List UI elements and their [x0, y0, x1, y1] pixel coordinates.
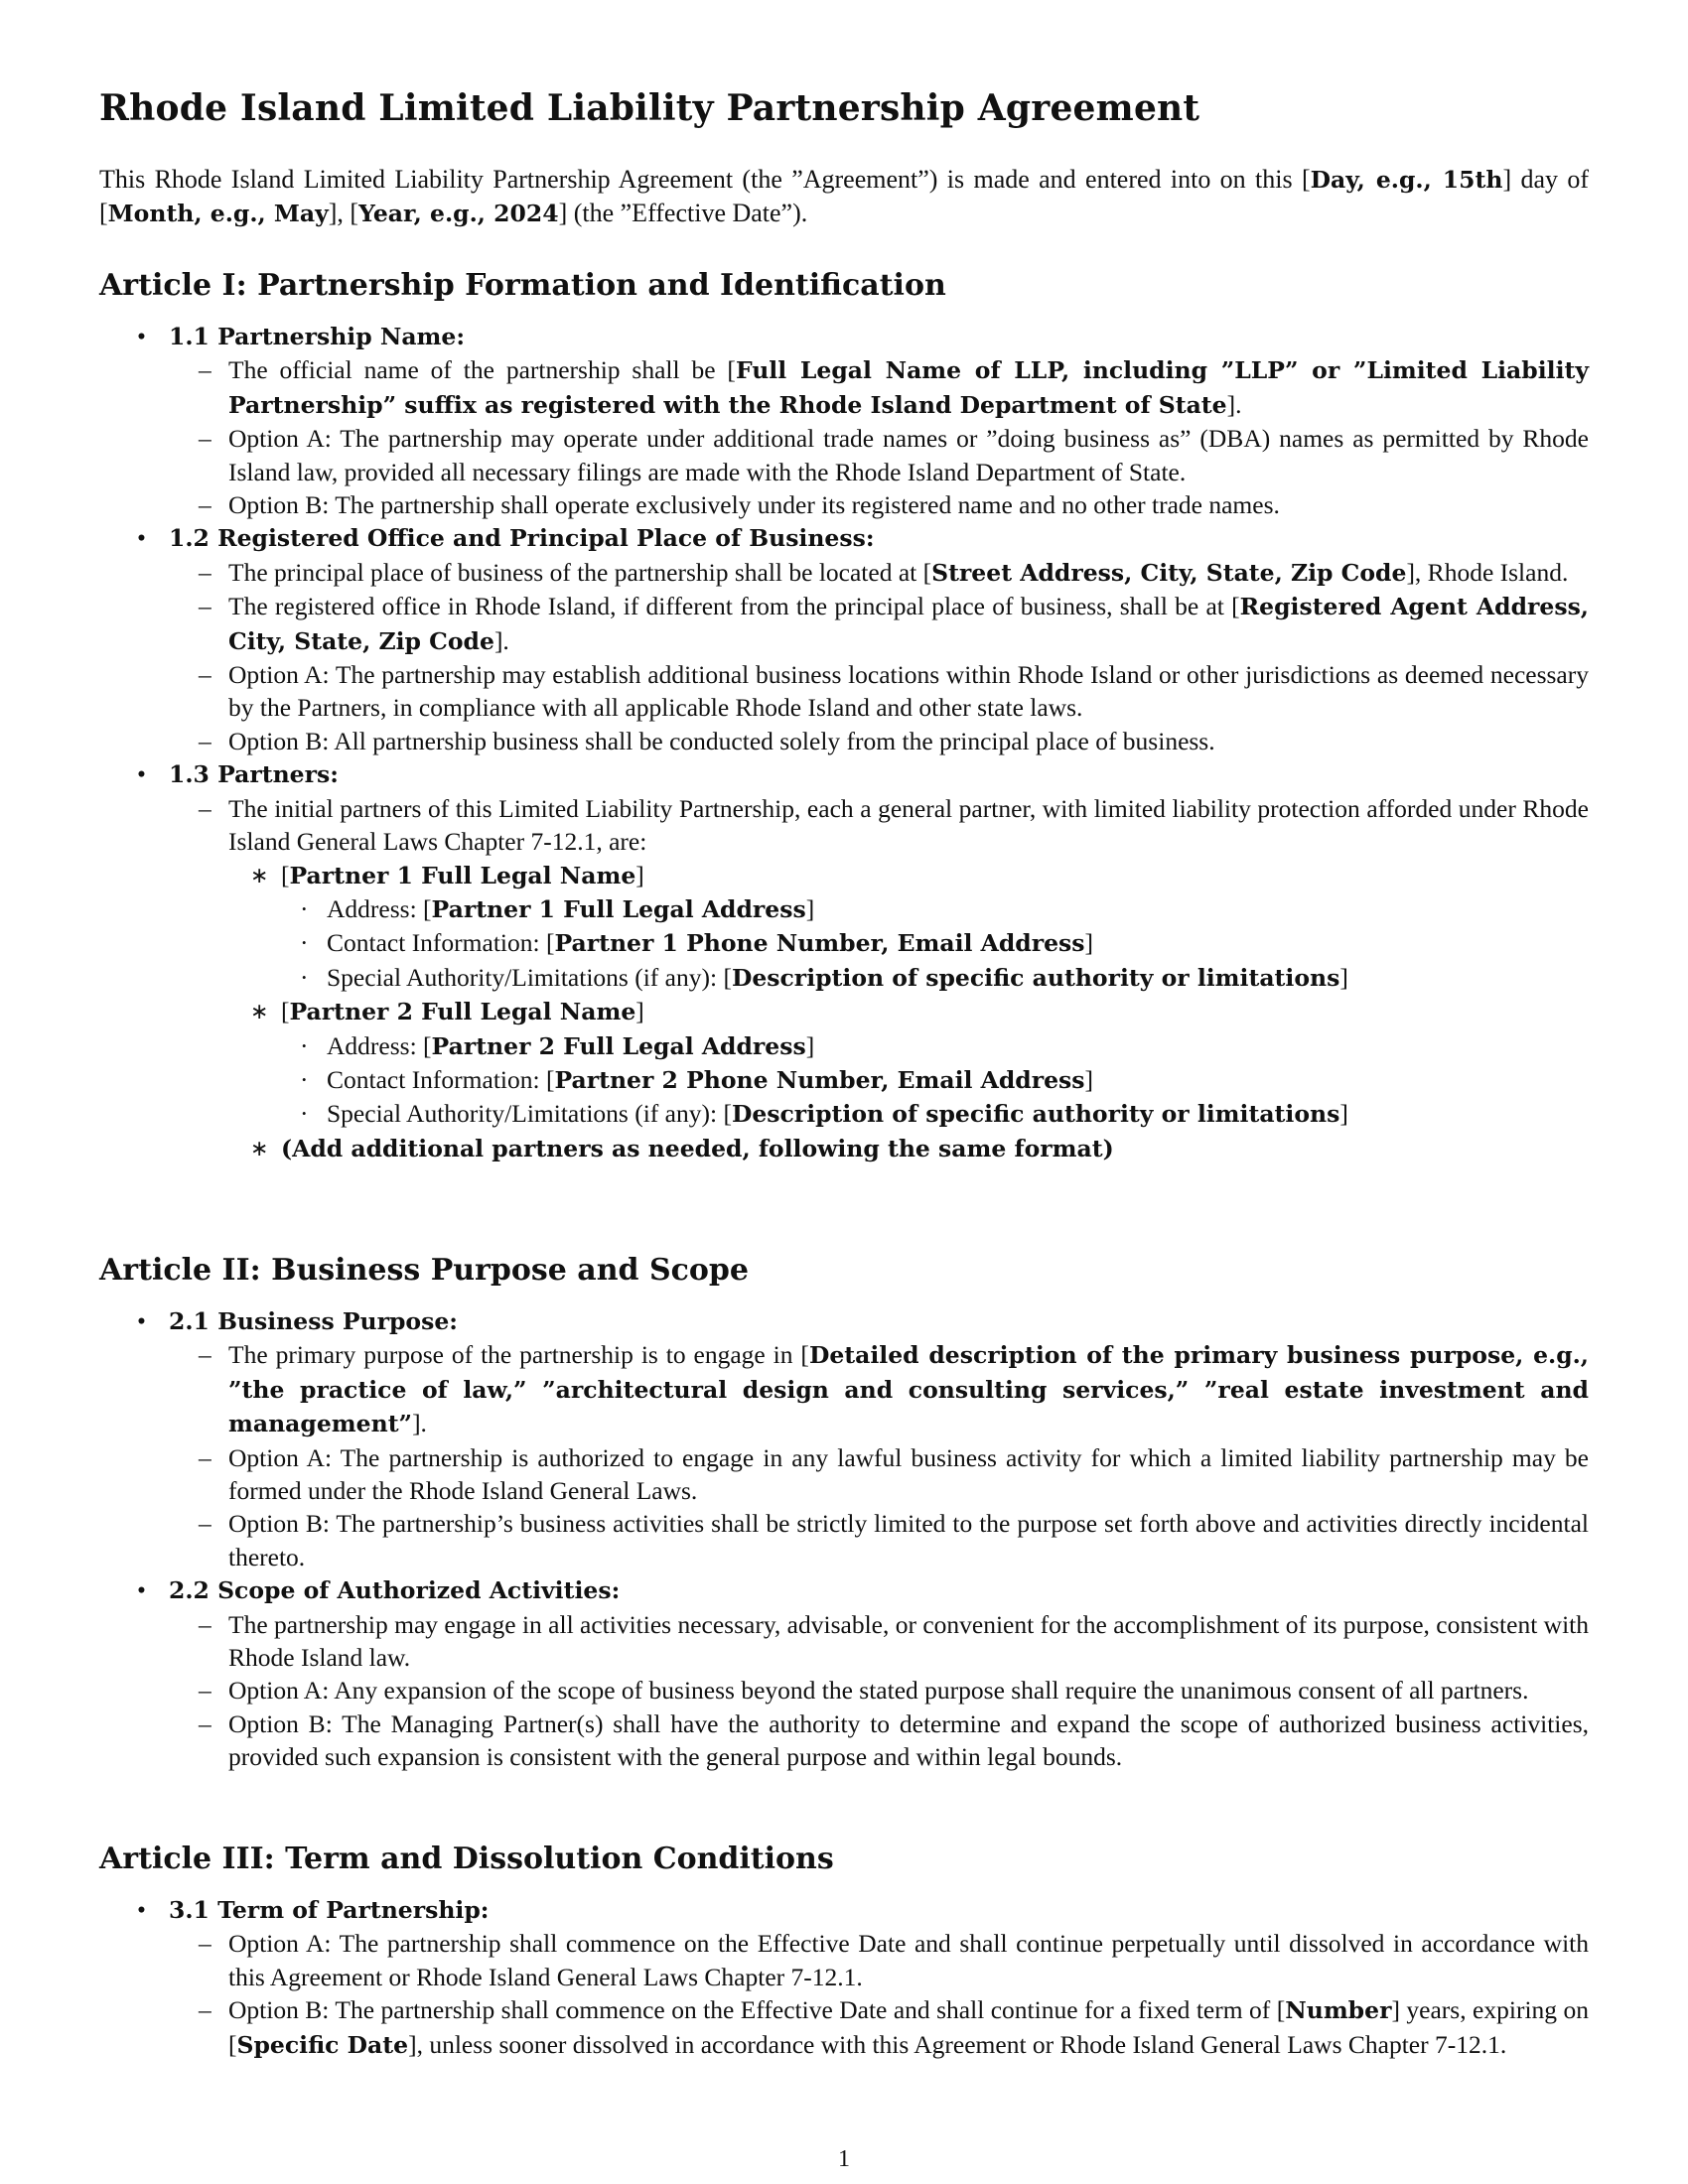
- article-3-body: [99, 1893, 1589, 2062]
- list-item: – Option A: The partnership may establish additional business locations within Rhode Island or other jurisdictions as deemed necessary by the Partners, in compliance with all applicable Rhode Island and other state laws.: [199, 660, 1589, 723]
- partner-2-contact: · Contact Information: [Partner 2 Phone Number, Email Address]: [300, 1064, 1094, 1094]
- article-1-body: [99, 320, 1589, 1165]
- intro-text: ], [: [328, 199, 359, 227]
- placeholder-month: Month, e.g., May: [107, 200, 329, 227]
- intro-text: ] day of [: [99, 165, 1589, 227]
- list-item: – Option A: The partnership shall commence on the Effective Date and shall continue perpetually until dissolved in accordance with this Agreement or Rhode Island General Laws Chapter 7-12.1.: [199, 1929, 1589, 1991]
- list-item: – Option A: Any expansion of the scope of business beyond the stated purpose shall require the unanimous consent of all partners.: [199, 1676, 1529, 1706]
- add-partners-note: ∗ (Add additional partners as needed, following the same format): [250, 1134, 1114, 1162]
- article-1-heading: Article I: Partnership Formation and Identification: [99, 268, 946, 303]
- partner-1-contact: · Contact Information: [Partner 1 Phone Number, Email Address]: [300, 928, 1094, 958]
- list-item: – The registered office in Rhode Island, if different from the principal place of business, shall be at [Registered Agent Address, City, State, Zip Code].: [199, 592, 1589, 655]
- list-item: – The primary purpose of the partnership is to engage in [Detailed description of the primary business purpose, e.g., ”the practice of law,” ”architectural design and consulting services,” ”real estate investment and management”].: [199, 1340, 1589, 1438]
- intro-text: ] (the ”Effective Date”).: [558, 199, 808, 227]
- section-1-1: • 1.1 Partnership Name:: [137, 322, 466, 350]
- page-number: 1: [838, 2146, 850, 2172]
- partner-2-entry: ∗ [Partner 2 Full Legal Name]: [250, 997, 644, 1026]
- list-item: – Option B: The partnership shall commence on the Effective Date and shall continue for a fixed term of [Number] years, expiring on [Specific Date], unless sooner dissolved in accordance with this Agreement or Rhode Island General Laws Chapter 7-12.1.: [199, 1995, 1589, 2059]
- list-item: – Option B: The partnership shall operate exclusively under its registered name and no other trade names.: [199, 490, 1280, 520]
- partner-1-entry: ∗ [Partner 1 Full Legal Name]: [250, 860, 644, 889]
- list-item: – Option A: The partnership may operate under additional trade names or ”doing business as” (DBA) names as permitted by Rhode Island law, provided all necessary filings are made with the Rhode Island Department of State.: [199, 424, 1589, 486]
- list-item: – The official name of the partnership shall be [Full Legal Name of LLP, including ”LLP” or ”Limited Liability Partnership” suffix as registered with the Rhode Island Department of State].: [199, 355, 1590, 419]
- article-2-heading: Article II: Business Purpose and Scope: [99, 1253, 749, 1288]
- section-2-2: • 2.2 Scope of Authorized Activities:: [137, 1575, 621, 1605]
- list-item: – Option B: The Managing Partner(s) shall have the authority to determine and expand the scope of authorized business activities, provided such expansion is consistent with the general purpose and within legal bounds.: [199, 1708, 1589, 1772]
- section-1-3: • 1.3 Partners:: [137, 759, 339, 789]
- list-item: – The initial partners of this Limited Liability Partnership, each a general partner, with limited liability protection afforded under Rhode Island General Laws Chapter 7-12.1, are:: [199, 793, 1589, 857]
- list-item: – Option B: The partnership’s business activities shall be strictly limited to the purpose set forth above and activities directly incidental thereto.: [199, 1509, 1589, 1571]
- list-item: – Option B: All partnership business shall be conducted solely from the principal place of business.: [199, 726, 1215, 755]
- section-3-1: • 3.1 Term of Partnership:: [137, 1895, 490, 1924]
- list-item: – The principal place of business of the partnership shall be located at [Street Address, City, State, Zip Code], Rhode Island.: [199, 557, 1569, 587]
- partner-2-special: · Special Authority/Limitations (if any): [Description of specific authority or limitations]: [300, 1099, 1348, 1129]
- section-2-1: • 2.1 Business Purpose:: [137, 1306, 458, 1335]
- placeholder-year: Year, e.g., 2024: [358, 200, 559, 227]
- intro-text: This Rhode Island Limited Liability Partnership Agreement (the ”Agreement”) is made and entered into on this [: [99, 165, 1311, 194]
- document-title: Rhode Island Limited Liability Partnership Agreement: [99, 87, 1200, 129]
- list-item: – Option A: The partnership is authorized to engage in any lawful business activity for which a limited liability partnership may be formed under the Rhode Island General Laws.: [199, 1442, 1589, 1506]
- intro-paragraph: [99, 163, 1589, 230]
- article-3-heading: Article III: Term and Dissolution Conditions: [99, 1842, 834, 1876]
- list-item: – The partnership may engage in all activities necessary, advisable, or convenient for the accomplishment of its purpose, consistent with Rhode Island law.: [199, 1609, 1589, 1673]
- placeholder-day: Day, e.g., 15th: [1310, 166, 1503, 194]
- partner-1-address: · Address: [Partner 1 Full Legal Address]: [300, 893, 815, 923]
- partner-2-address: · Address: [Partner 2 Full Legal Address]: [300, 1030, 815, 1060]
- partner-1-special: · Special Authority/Limitations (if any): [Description of specific authority or limitations]: [300, 962, 1348, 992]
- section-1-2: • 1.2 Registered Office and Principal Place of Business:: [137, 523, 875, 553]
- article-2-body: [99, 1304, 1589, 1774]
